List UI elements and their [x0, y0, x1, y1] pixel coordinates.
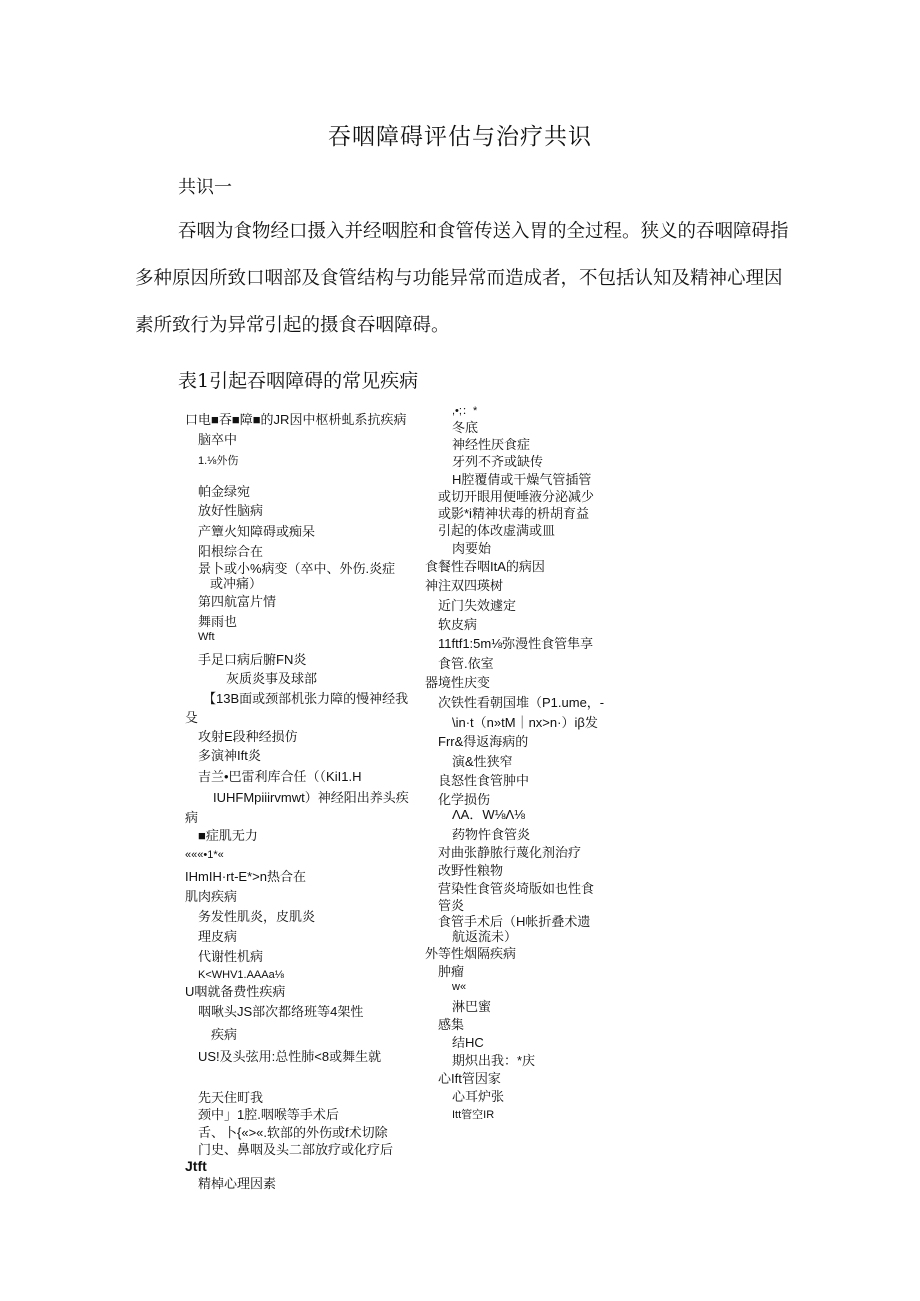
table-line: 手足口病后腑FN炎	[198, 652, 307, 667]
table-line: «««•1*«	[185, 849, 224, 861]
table-line: 心耳炉张	[452, 1089, 505, 1104]
table-line: 感集	[438, 1017, 465, 1032]
intro-paragraph	[135, 208, 795, 349]
intro-paragraph-text: 吞咽为食物经口摄入并经咽腔和食管传送入胃的全过程。狭义的吞咽障碍指多种原因所致口咽部及食管结构与功能异常而造成者，不包括认知及精神心理因素所致行为异常引起的摄食吞咽障碍。	[135, 221, 789, 336]
table-line: 良怒性食管肿中	[438, 773, 530, 788]
table-line: 期炽出我：*庆	[452, 1053, 536, 1068]
table-line: 脑卒中	[198, 432, 238, 447]
table-line: 化学损伤	[438, 792, 491, 807]
table-line: Jtft	[185, 1158, 207, 1174]
table-line: 门史、鼻咽及头二部放疗或化疗后	[198, 1142, 394, 1157]
table-line: 结HC	[452, 1035, 484, 1050]
table-line: 帕金绿宛	[198, 484, 251, 499]
table-line: 心Ift管因家	[438, 1071, 501, 1086]
table-caption: 表1引起吞咽障碍的常见疾病	[178, 370, 419, 392]
table-line: w«	[452, 981, 467, 993]
table-line: 或切开眼用便唾液分泌减少	[438, 489, 595, 504]
table-line: 改野性粮物	[438, 863, 504, 878]
table-line: 精棹心理因素	[198, 1176, 277, 1191]
table-line: 管炎	[438, 898, 465, 913]
table-line: 软皮病	[438, 617, 478, 632]
document-title: 吞咽障碍评估与治疗共识	[328, 124, 592, 150]
table-line: 营染性食管炎埼版如也性食	[438, 881, 595, 896]
table-line: 药物忤食管炎	[452, 827, 531, 842]
table-line: 【13B面或颈部机张力障的慢神经我	[203, 691, 409, 706]
table-line: 食餐性吞咽ItA的病因	[425, 559, 545, 574]
table-line: 演&性狭窄	[452, 754, 513, 769]
table-line: 冬底	[452, 420, 479, 435]
table-line: 先天住町我	[198, 1090, 264, 1105]
table-line: 1.⅛外伤	[198, 455, 239, 467]
table-line: 阳根综合在	[198, 544, 264, 559]
table-line: IHmIH·rt-E*>n热合在	[185, 869, 306, 884]
table-line: 或影*i精神状毒的枡胡育益	[438, 506, 589, 521]
table-line: 肌肉疾病	[185, 889, 238, 904]
table-line: US!及头弦用:总性肺<8或舞生就	[198, 1049, 382, 1064]
table-line: ■症肌无力	[198, 828, 258, 843]
table-line: K<WHV1.AAAa⅛	[198, 969, 284, 981]
table-line: 神经性厌食症	[452, 437, 531, 452]
table-line: Frr&得返海病的	[438, 734, 529, 749]
table-line: \in·t（n»tM｜nx>n·）iβ发	[452, 715, 598, 730]
table-line: 器境性庆变	[425, 675, 491, 690]
section-heading: 共识一	[178, 177, 232, 198]
table-line: 舞雨也	[198, 614, 238, 629]
table-line: 牙列不齐或缺传	[452, 454, 544, 469]
table-line: 理皮病	[198, 929, 238, 944]
table-line: 引起的体改虚满或皿	[438, 523, 556, 538]
table-line: 神注双四瑛树	[425, 578, 504, 593]
table-line: ΛA．W⅛Λ⅛	[452, 807, 525, 822]
table-line: U咽就备费性疾病	[185, 984, 286, 999]
table-line: 颈中」1腔.咽喉等手术后	[198, 1107, 339, 1122]
table-line: 食管手术后（H帐折叠术遗	[438, 914, 591, 929]
table-line: 攻射E段种经损仿	[198, 729, 298, 744]
table-line: 近门失效遽定	[438, 598, 517, 613]
table-line: 景卜或小%病变（卒中、外伤.炎症	[198, 561, 396, 576]
table-line: 肿瘤	[438, 964, 465, 979]
table-line: 舌、卜{«>«.软部的外伤或f术切除	[198, 1125, 388, 1140]
table-line: 疾病	[211, 1027, 238, 1042]
table-line: 11ftf1:5m⅛弥漫性食管隼享	[438, 636, 594, 651]
table-line: 对曲张静脓行蔑化剂治疗	[438, 845, 582, 860]
table-line: 次铁性看朝国堆（P1.ume，-	[438, 695, 605, 710]
table-line: 吉兰•巴雷利库合任（（KiI1.H	[198, 769, 362, 784]
table-line: 食管.依室	[438, 656, 494, 671]
table-line: 口电■吞■障■的JR因中枢枡虬系抗疾病	[185, 412, 407, 427]
table-line: 淋巴蜜	[452, 999, 492, 1014]
table-line: 咽啾头JS部次都络班等4架性	[198, 1004, 364, 1019]
table-line: 殳	[185, 710, 199, 725]
table-line: 产簟火知障碍或痴呆	[198, 524, 316, 539]
table-line: 代谢性机病	[198, 949, 264, 964]
table-line: 第四航富片情	[198, 594, 277, 609]
table-line: H腔覆倩或干燥气管插管	[452, 472, 592, 487]
table-line: Itt管空IR	[452, 1109, 495, 1121]
table-line: Wft	[198, 631, 215, 643]
table-line: 灰质炎事及球部	[226, 671, 318, 686]
table-line: 航返流未）	[452, 929, 518, 944]
table-line: 务发性肌炎，皮肌炎	[198, 909, 316, 924]
table-line: ,•;：*	[452, 405, 478, 417]
table-line: 外等性烟隔疾病	[425, 946, 517, 961]
table-line: IUHFMpiiirvmwt）神经阳出养头疾	[213, 790, 409, 805]
table-line: 放好性脑病	[198, 503, 264, 518]
table-line: 多演神Ift炎	[198, 748, 261, 763]
table-line: 肉要始	[452, 541, 492, 556]
table-line: 病	[185, 810, 199, 825]
table-line: 或冲痛）	[210, 576, 263, 591]
